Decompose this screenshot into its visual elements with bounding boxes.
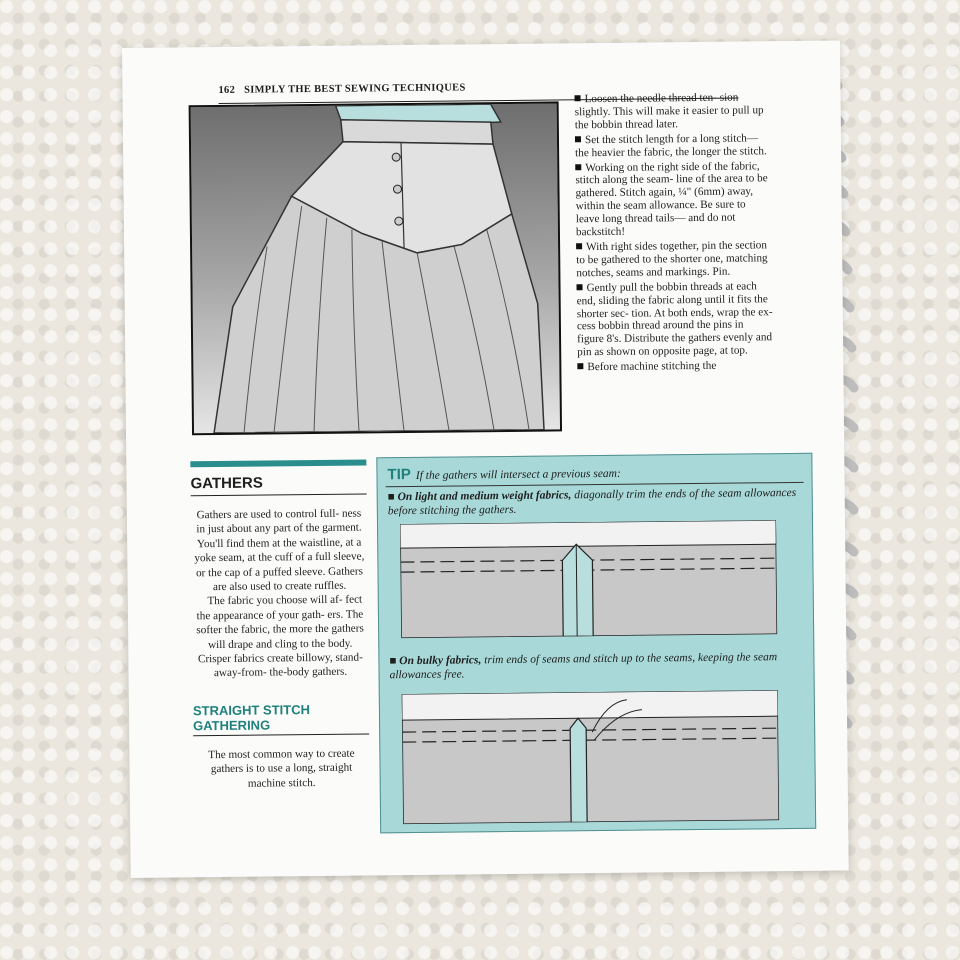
step-item: Before machine stitching the bbox=[577, 359, 773, 374]
tip-item-1: ■ On light and medium weight fabrics, diagonally trim the ends of the seam allowances before stitching the gathers. bbox=[387, 486, 797, 518]
tip-item-2: ■ On bulky fabrics, trim ends of seams and stitch up to the seams, keeping the seam allowances free. bbox=[389, 651, 778, 682]
straight-stitch-paragraph: The most common way to create gathers is to use a long, straight machine stitch. bbox=[208, 747, 355, 790]
gathers-title: GATHERS bbox=[190, 465, 366, 496]
gathers-paragraph-2: The fabric you choose will af- fect the appearance of your gath- ers. The softer the fabric, the more the gathers will drape and cling to the body. Crisper fabrics create billowy, stand-away-from- the-body gathers. bbox=[196, 593, 364, 680]
step-item: Working on the right side of the fabric, stitch along the seam- line of the area to be gathered. Stitch again, ¼" (6mm) away, within the seam allowance. Be sure to leave long thread tails— and do not backstitch! bbox=[575, 159, 768, 239]
seam-diagram-bulky-fabric bbox=[402, 690, 779, 824]
skirt-illustration bbox=[189, 101, 562, 435]
straight-stitch-title: STRAIGHT STITCH GATHERING bbox=[193, 701, 369, 736]
running-title: SIMPLY THE BEST SEWING TECHNIQUES bbox=[243, 82, 466, 96]
tip-intro: TIP If the gathers will intersect a previous seam: bbox=[387, 465, 621, 484]
gathers-section bbox=[190, 459, 369, 791]
book-page bbox=[122, 40, 849, 877]
gathers-paragraph-1: Gathers are used to control full- ness in just about any part of the garment. You'll find them at the waistline, at a yoke seam, at the cuff of a full sleeve, or the cap of a puffed sleeve. Gathers are also used to create ruffles. bbox=[194, 507, 365, 594]
page-number: 162 bbox=[218, 84, 236, 96]
tip-label: TIP bbox=[387, 465, 411, 484]
step-item: Loosen the needle thread ten- sion slightly. This will make it easier to pull up the bobbin thread later. bbox=[574, 91, 764, 132]
step-item: Gently pull the bobbin threads at each end, sliding the fabric along until it fits the shorter sec- tion. At both ends, wrap the ex- cess bobbin thread around the pins in figure 8's. Distribute the gathers evenly and pin as shown on opposite page, at top. bbox=[576, 280, 773, 359]
step-item: With right sides together, pin the section to be gathered to the shorter one, matching notches, seams and markings. Pin. bbox=[576, 239, 768, 280]
tip-box bbox=[376, 453, 816, 834]
steps-list bbox=[574, 91, 773, 376]
step-item: Set the stitch length for a long stitch—the heavier the fabric, the longer the stitch. bbox=[575, 132, 767, 159]
seam-diagram-light-fabric bbox=[400, 520, 777, 638]
